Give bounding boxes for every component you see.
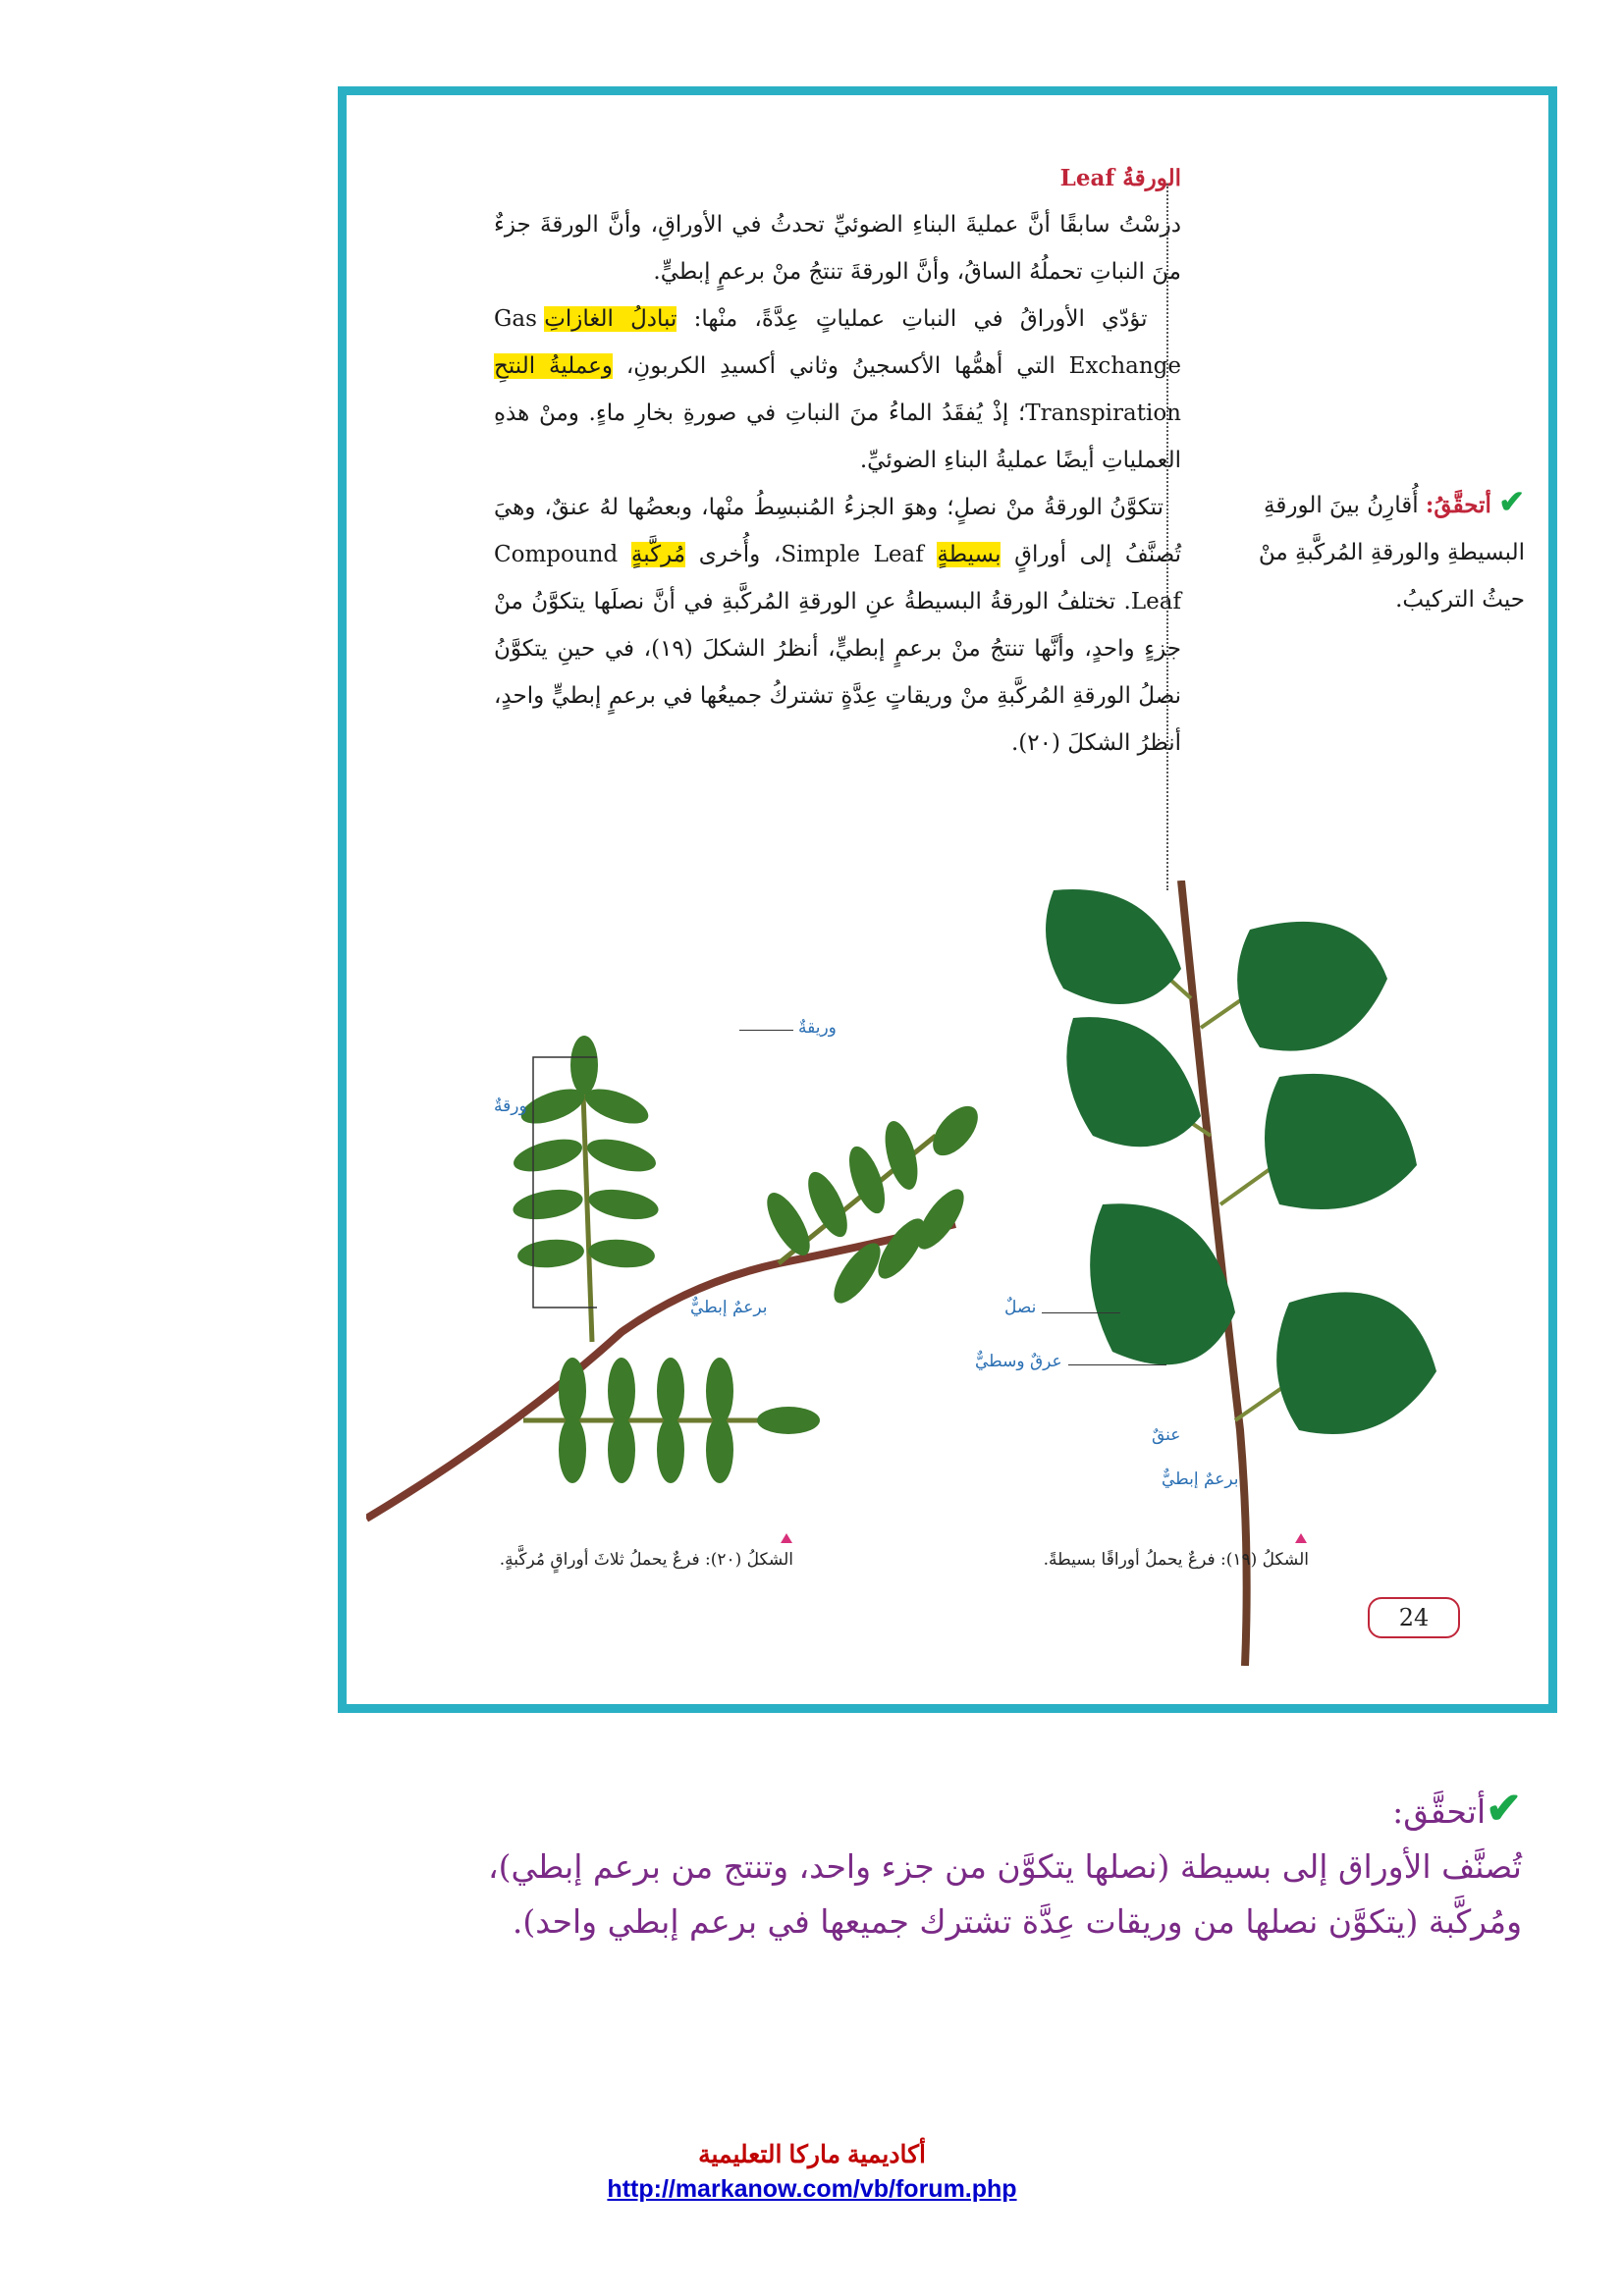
p2-text-b: Gas Exchange التي أهمُّها الأكسجينُ وثاني أكسيدِ الكربونِ، bbox=[494, 306, 1181, 379]
column-divider bbox=[1166, 184, 1168, 890]
answer-block bbox=[412, 1782, 1522, 1949]
compound-leaf-illustration bbox=[366, 959, 1037, 1548]
label-midrib: عرقٌ وسطيٌّ bbox=[975, 1352, 1062, 1371]
caption-marker-20 bbox=[781, 1533, 792, 1543]
highlight-gas-exchange: تبادلُ الغازاتِ bbox=[544, 306, 677, 332]
check-box-side bbox=[1230, 478, 1525, 623]
lesson-text bbox=[494, 164, 1181, 767]
label-blade: نصلٌ bbox=[1004, 1298, 1037, 1317]
footer bbox=[0, 2140, 1624, 2204]
highlight-simple: بسيطةٍ bbox=[937, 542, 1001, 567]
label-leaf: ورقةٌ bbox=[494, 1096, 527, 1116]
highlight-compound: مُركَّبةٍ bbox=[630, 542, 686, 567]
checkmark-icon: ✔ bbox=[1498, 483, 1525, 520]
leader-line-leaflet bbox=[739, 1030, 793, 1031]
answer-title: أتحقَّق: bbox=[1392, 1792, 1487, 1831]
answer-line-1: تُصنَّف الأوراق إلى بسيطة (نصلها يتكوَّن من جزء واحد، وتنتج من برعم إبطي)، bbox=[487, 1847, 1522, 1886]
lesson-heading: الورقةُ Leaf bbox=[1059, 165, 1181, 191]
p2-text-c: Transpiration؛ إذْ يُفقَدُ الماءُ منَ النباتِ في صورةِ بخارِ ماءٍ. ومنْ هذهِ العملياتِ أيضًا عمليةُ البناءِ الضوئيِّ. bbox=[494, 400, 1181, 473]
p3-text-c: Compound Leaf. تختلفُ الورقةُ البسيطةُ عنِ الورقةِ المُركَّبةِ في أنَّ نصلَها يتكوَّنُ منْ جزءٍ واحدٍ، وأنَّها تنتجُ منْ برعمٍ إبطيٍّ، أنظرُ الشكلَ (١٩)، في حينِ يتكوَّنُ نصلُ الورقةِ المُركَّبةِ منْ وريقاتٍ عِدَّةٍ تشتركُ جميعُها في برعمٍ إبطيٍّ واحدٍ، أنظرُ الشكلَ (٢٠). bbox=[494, 542, 1181, 756]
check-question: أُقارِنُ بينَ الورقةِ البسيطةِ والورقةِ المُركَّبةِ منْ حيثُ التركيبُ. bbox=[1258, 493, 1525, 613]
paragraph-1: درسْتُ سابقًا أنَّ عمليةَ البناءِ الضوئيِّ تحدثُ في الأوراقِ، وأنَّ الورقةَ جزءٌ منَ النباتِ تحملُهُ الساقُ، وأنَّ الورقةَ تنتجُ منْ برعمٍ إبطيٍّ. bbox=[494, 212, 1181, 285]
p3-text-b: Simple Leaf، وأُخرى bbox=[685, 542, 938, 567]
answer-checkmark-icon: ✔ bbox=[1486, 1784, 1522, 1834]
label-axillary-bud-19: برعمٌ إبطيٌّ bbox=[1162, 1469, 1239, 1489]
label-petiole: عنقٌ bbox=[1152, 1425, 1181, 1445]
p3-text-a: تتكوَّنُ الورقةُ منْ نصلٍ؛ وهوَ الجزءُ المُنبسِطُ منْها، وبعضُها لهُ عنقٌ، وهيَ تُصنَّفُ إلى أوراقٍ bbox=[494, 495, 1182, 567]
caption-marker-19 bbox=[1295, 1533, 1307, 1543]
label-leaflet: وريقةٌ bbox=[798, 1018, 837, 1038]
page-number: 24 bbox=[1368, 1597, 1460, 1638]
answer-line-2: ومُركَّبة (يتكوَّن نصلها من وريقات عِدَّة تشترك جميعها في برعم إبطي واحد). bbox=[512, 1902, 1522, 1941]
p2-text-a: تؤدّي الأوراقُ في النباتِ عملياتٍ عِدَّةً، منْها: bbox=[677, 306, 1148, 332]
leader-line-midrib bbox=[1068, 1364, 1166, 1365]
footer-url-link[interactable]: http://markanow.com/vb/forum.php bbox=[607, 2175, 1017, 2203]
footer-site-name: أكاديمية ماركا التعليمية bbox=[698, 2141, 926, 2168]
highlight-transpiration: وعمليةُ النتحِ bbox=[494, 353, 614, 379]
leader-line-blade bbox=[1042, 1312, 1120, 1313]
simple-leaf-illustration bbox=[1034, 881, 1554, 1666]
figure-19-caption: الشكلُ (١٩): فرعٌ يحملُ أوراقًا بسيطةً. bbox=[1043, 1550, 1309, 1570]
paragraph-2 bbox=[494, 295, 1181, 484]
figure-20-caption: الشكلُ (٢٠): فرعٌ يحملُ ثلاثَ أوراقٍ مُركَّبةٍ. bbox=[499, 1550, 793, 1570]
check-label: أتحقَّقُ: bbox=[1425, 492, 1491, 518]
textbook-page-frame bbox=[338, 86, 1557, 1713]
paragraph-3 bbox=[494, 484, 1181, 767]
label-axillary-bud-20: برعمٌ إبطيٌّ bbox=[690, 1298, 768, 1317]
